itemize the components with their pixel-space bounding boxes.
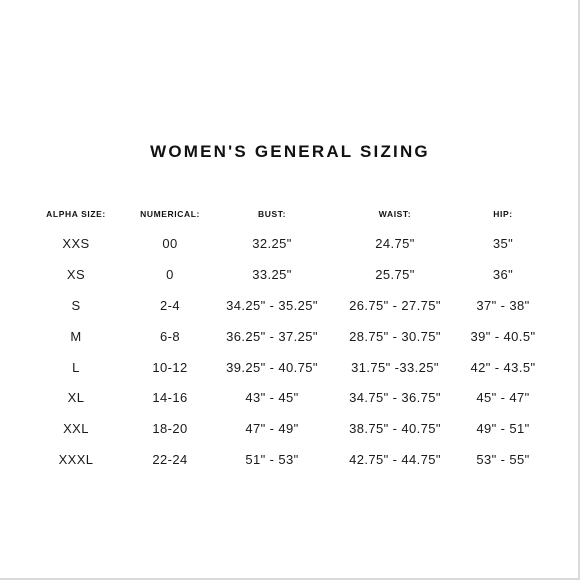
waist-cell: 26.75" - 27.75" xyxy=(349,298,441,313)
numerical-cell: 14-16 xyxy=(152,390,188,405)
bust-cell: 43" - 45" xyxy=(245,390,299,405)
hip-cell: 45" - 47" xyxy=(476,390,530,405)
header-alpha-size: ALPHA SIZE: xyxy=(46,209,106,219)
alpha-size-cell: XL xyxy=(67,390,85,405)
numerical-cell: 2-4 xyxy=(160,298,180,313)
bust-cell: 51" - 53" xyxy=(245,452,299,467)
alpha-size-cell: XS xyxy=(66,267,86,282)
table-row xyxy=(0,360,580,378)
alpha-size-cell: M xyxy=(70,329,82,344)
table-row xyxy=(0,236,580,254)
table-row xyxy=(0,390,580,408)
alpha-size-cell: XXXL xyxy=(58,452,94,467)
header-waist: WAIST: xyxy=(378,209,412,219)
waist-cell: 24.75" xyxy=(375,236,415,251)
hip-cell: 49" - 51" xyxy=(476,421,530,436)
table-row xyxy=(0,421,580,439)
hip-cell: 42" - 43.5" xyxy=(470,360,536,375)
numerical-cell: 0 xyxy=(166,267,174,282)
numerical-cell: 6-8 xyxy=(160,329,180,344)
alpha-size-cell: XXL xyxy=(63,421,89,436)
numerical-cell: 10-12 xyxy=(152,360,188,375)
bust-cell: 36.25" - 37.25" xyxy=(226,329,318,344)
table-row xyxy=(0,267,580,285)
bust-cell: 47" - 49" xyxy=(245,421,299,436)
numerical-cell: 18-20 xyxy=(152,421,188,436)
numerical-cell: 22-24 xyxy=(152,452,188,467)
waist-cell: 38.75" - 40.75" xyxy=(349,421,441,436)
hip-cell: 36" xyxy=(492,267,514,282)
header-numerical: NUMERICAL: xyxy=(140,209,200,219)
bust-cell: 33.25" xyxy=(252,267,292,282)
table-row xyxy=(0,452,580,470)
waist-cell: 25.75" xyxy=(375,267,415,282)
hip-cell: 35" xyxy=(492,236,514,251)
bust-cell: 32.25" xyxy=(252,236,292,251)
numerical-cell: 00 xyxy=(162,236,178,251)
header-bust: BUST: xyxy=(257,209,287,219)
waist-cell: 34.75" - 36.75" xyxy=(349,390,441,405)
waist-cell: 42.75" - 44.75" xyxy=(349,452,441,467)
waist-cell: 28.75" - 30.75" xyxy=(349,329,441,344)
hip-cell: 53" - 55" xyxy=(476,452,530,467)
table-row xyxy=(0,329,580,347)
hip-cell: 39" - 40.5" xyxy=(470,329,536,344)
alpha-size-cell: L xyxy=(72,360,80,375)
header-hip: HIP: xyxy=(493,209,513,219)
waist-cell: 31.75" -33.25" xyxy=(351,360,439,375)
hip-cell: 37" - 38" xyxy=(476,298,530,313)
bust-cell: 34.25" - 35.25" xyxy=(226,298,318,313)
bust-cell: 39.25" - 40.75" xyxy=(226,360,318,375)
page-title: WOMEN'S GENERAL SIZING xyxy=(150,142,430,161)
table-row xyxy=(0,298,580,316)
alpha-size-cell: S xyxy=(71,298,81,313)
alpha-size-cell: XXS xyxy=(62,236,90,251)
